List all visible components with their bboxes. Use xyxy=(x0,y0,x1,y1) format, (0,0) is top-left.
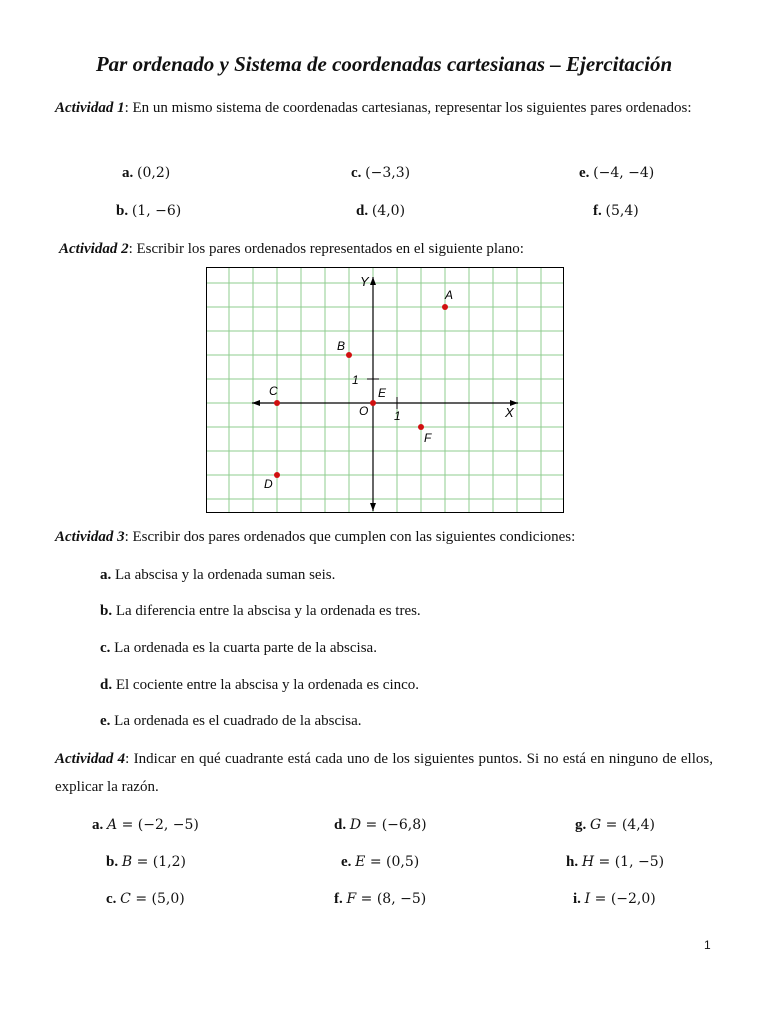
point-b xyxy=(346,352,352,358)
activity-1-item-c: c. (−3,3) xyxy=(351,165,411,181)
activity-1-item-b: b. (1, −6) xyxy=(116,203,182,219)
activity-4-item-g: g. G = (4,4) xyxy=(575,817,656,833)
y-axis-label: Y xyxy=(360,274,369,289)
activity-1-item-a: a. (0,2) xyxy=(122,165,171,181)
coordinate-plane xyxy=(206,267,564,513)
activity-2-statement xyxy=(59,235,717,263)
activity-2-text: : Escribir los pares ordenados representados en el siguiente plano: xyxy=(128,241,524,257)
activity-3-text: : Escribir dos pares ordenados que cumplen con las siguientes condiciones: xyxy=(124,529,576,545)
activity-4-item-d: d. D = (−6,8) xyxy=(334,817,427,833)
page-title: Par ordenado y Sistema de coordenadas cartesianas – Ejercitación xyxy=(95,52,673,76)
x-unit-label: 1 xyxy=(394,409,401,423)
activity-4-item-c: c. C = (5,0) xyxy=(106,891,185,907)
x-axis-label: X xyxy=(505,405,514,420)
activity-4-item-h: h. H = (1, −5) xyxy=(566,854,665,870)
activity-3-item-d: d. El cociente entre la abscisa y la ordenada es cinco. xyxy=(100,677,420,693)
activity-1-item-e: e. (−4, −4) xyxy=(579,165,655,181)
point-e xyxy=(370,400,376,406)
activity-4-label: Actividad 4 xyxy=(55,751,126,767)
activity-1-text: : En un mismo sistema de coordenadas cartesianas, representar los siguientes pares ordenados: xyxy=(124,100,692,116)
activity-4-item-e: e. E = (0,5) xyxy=(341,854,420,870)
activity-3-item-c: c. La ordenada es la cuarta parte de la abscisa. xyxy=(100,640,377,656)
point-label-c: C xyxy=(269,384,278,398)
point-f xyxy=(418,424,424,430)
activity-2-label: Actividad 2 xyxy=(59,241,129,257)
activity-4-item-i: i. I = (−2,0) xyxy=(573,891,656,907)
point-label-b: B xyxy=(337,339,346,353)
point-label-a: A xyxy=(445,288,454,302)
point-c xyxy=(274,400,280,406)
activity-3-label: Actividad 3 xyxy=(55,529,125,545)
point-label-e: E xyxy=(378,386,387,400)
activity-3-item-a: a. La abscisa y la ordenada suman seis. xyxy=(100,567,336,583)
activity-1-item-f: f. (5,4) xyxy=(593,203,639,219)
activity-3-item-b: b. La diferencia entre la abscisa y la ordenada es tres. xyxy=(100,603,421,619)
activity-4-text: : Indicar en qué cuadrante está cada uno de los siguientes puntos. Si no está en ninguno de ellos, explicar la razón. xyxy=(55,751,713,795)
page-number: 1 xyxy=(704,938,711,952)
origin-label: O xyxy=(359,404,369,418)
activity-1-item-d: d. (4,0) xyxy=(356,203,406,219)
activity-4-item-b: b. B = (1,2) xyxy=(106,854,186,870)
activity-1-label: Actividad 1 xyxy=(55,100,125,116)
activity-3-statement xyxy=(55,523,713,551)
activity-4-item-f: f. F = (8, −5) xyxy=(334,891,427,907)
point-d xyxy=(274,472,280,478)
y-unit-label: 1 xyxy=(352,373,359,387)
activity-3-item-e: e. La ordenada es el cuadrado de la abscisa. xyxy=(100,713,362,729)
point-a xyxy=(442,304,448,310)
activity-4-item-a: a. A = (−2, −5) xyxy=(92,817,199,833)
point-label-f: F xyxy=(424,431,432,445)
activity-1-statement xyxy=(55,94,713,122)
activity-4-statement xyxy=(55,745,713,801)
point-label-d: D xyxy=(264,477,273,491)
